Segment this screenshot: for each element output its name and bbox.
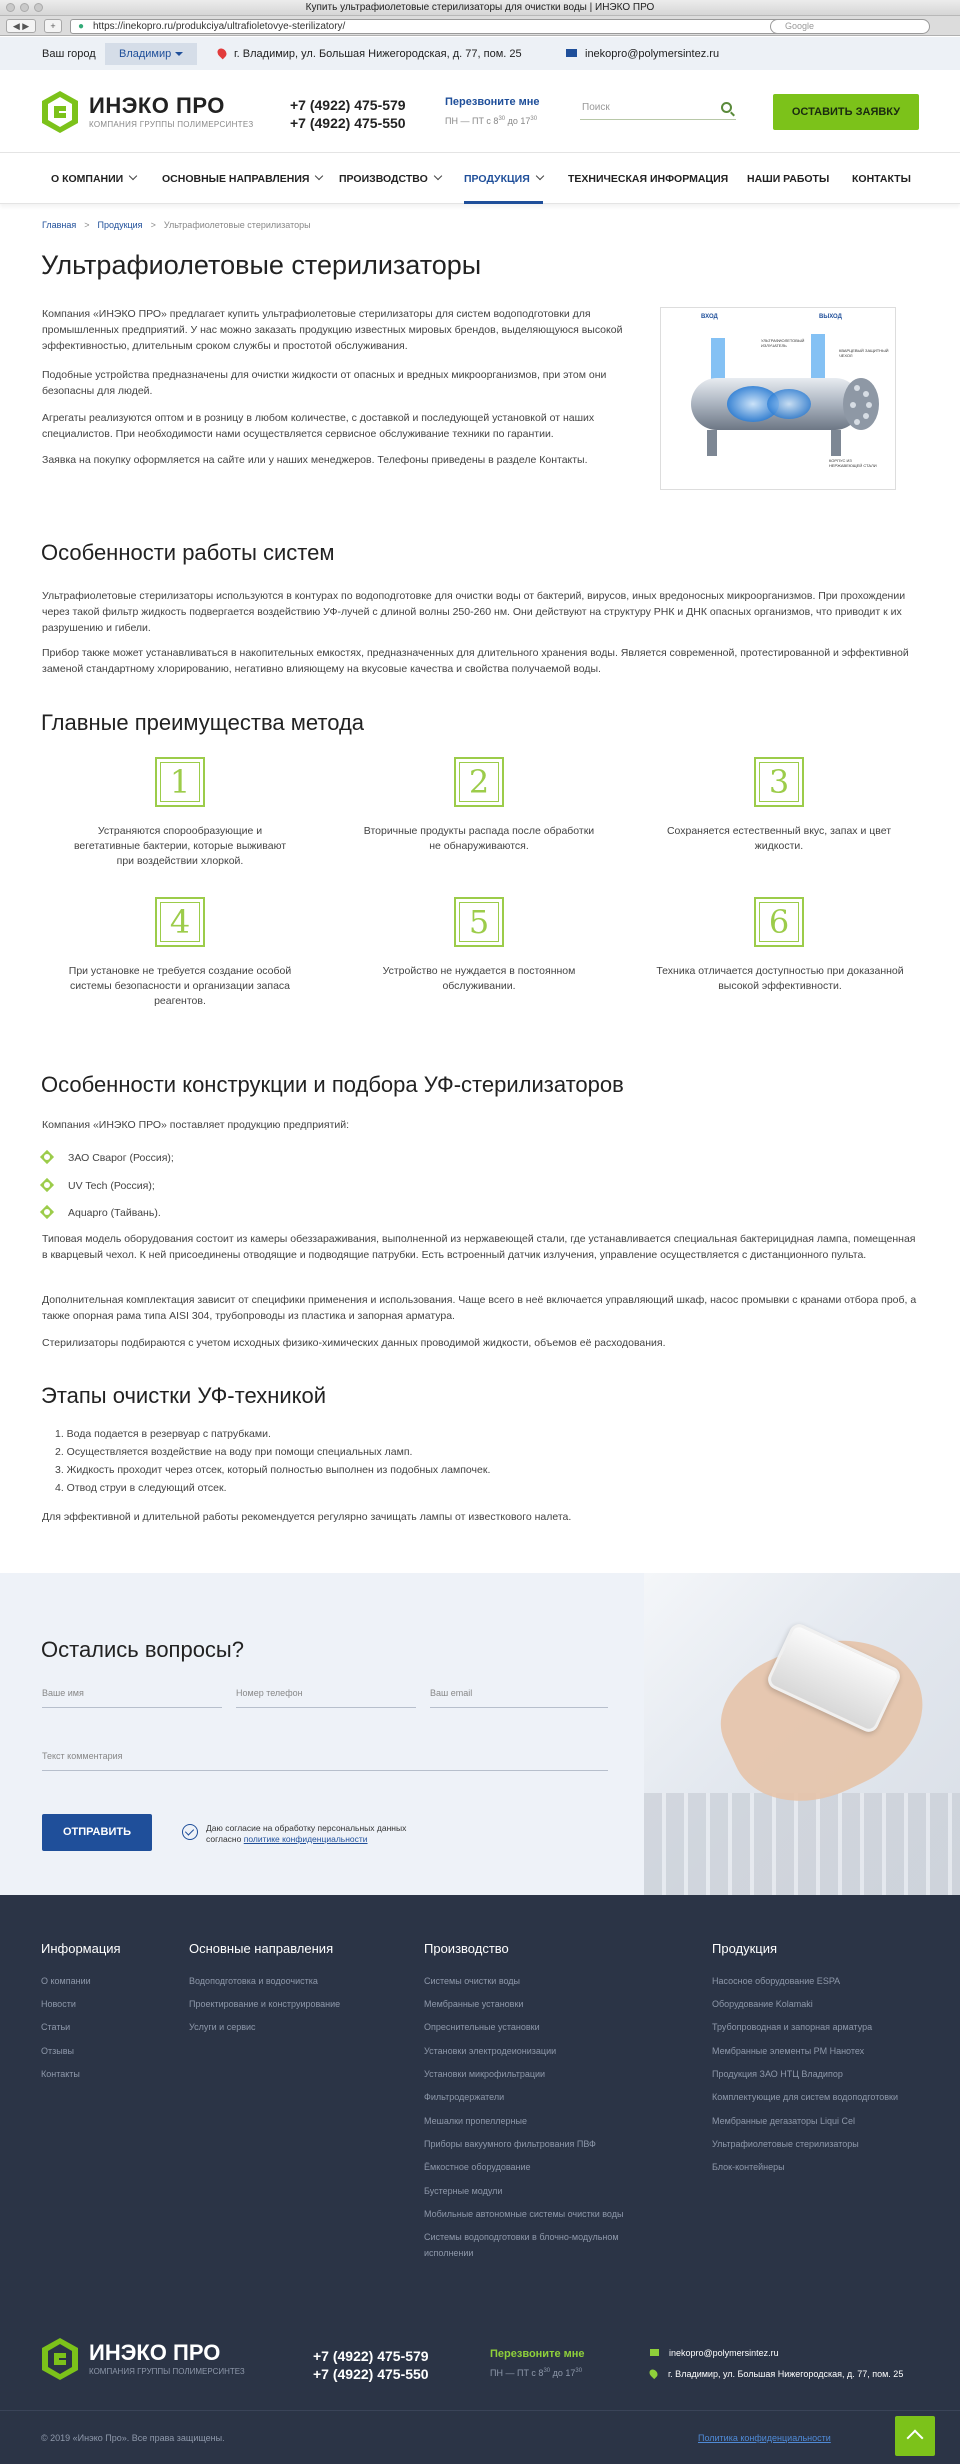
breadcrumb-current: Ультрафиолетовые стерилизаторы [163,220,311,230]
nav-products-label: ПРОДУКЦИЯ [464,173,530,185]
footer-phone-1[interactable]: +7 (4922) 475-579 [313,2348,429,2364]
diagram-label-inlet: ВХОД [701,314,718,320]
footer-address [650,2369,903,2379]
browser-search[interactable] [770,19,930,34]
brand-name: ЗАО Сварог (Россия); [68,1152,174,1164]
nav-products[interactable] [464,173,543,185]
city-select[interactable] [105,43,197,65]
footer-link[interactable]: О компании [41,1976,91,1986]
footer-link[interactable]: Водоподготовка и водоочистка [189,1976,318,1986]
back-forward-buttons[interactable]: ◀ ▶ [6,19,36,33]
main-nav [0,152,960,204]
stages-note: Для эффективной и длительной работы рекомендуется регулярно зачищать лампы от известкового налета. [42,1511,572,1523]
footer-logo[interactable] [41,2337,261,2381]
address-bar[interactable] [70,19,790,34]
list-item: 3. Жидкость проходит через отсек, который полностью выполнен из подобных лампочек. [55,1464,491,1476]
footer-link[interactable]: Установки микрофильтрации [424,2069,546,2079]
email-field[interactable] [430,1684,608,1708]
phone-2[interactable]: +7 (4922) 475-550 [290,115,406,131]
breadcrumb-home[interactable]: Главная [42,220,77,230]
footer-link[interactable]: Ёмкостное оборудование [424,2162,531,2172]
intro-paragraph-1: Компания «ИНЭКО ПРО» предлагает купить ультрафиолетовые стерилизаторы для систем водоподготовки для промышленных предприятий. У нас можно заказать продукцию известных мировых брендов, выделяющуюся высокой эффективностью, длительным сроком службы и простотой обслуживания. [42,308,623,352]
footer-link[interactable]: Новости [41,1999,76,2009]
nav-contacts-label: КОНТАКТЫ [852,173,911,185]
hours-from: ПН — ПТ с 8 [490,2368,544,2378]
construction-lead: Компания «ИНЭКО ПРО» поставляет продукцию предприятий: [42,1119,350,1131]
nav-tech-info-label: ТЕХНИЧЕСКАЯ ИНФОРМАЦИЯ [568,173,729,185]
footer-email-text: inekopro@polymersintez.ru [669,2348,779,2358]
city-label: Ваш город [42,48,96,60]
consent-checkbox[interactable] [182,1824,198,1840]
logo[interactable] [41,90,254,134]
footer-logo-name: ИНЭКО ПРО [89,2340,221,2365]
footer-phone-2[interactable]: +7 (4922) 475-550 [313,2366,429,2382]
name-field[interactable] [42,1684,222,1708]
advantage-number-icon [754,897,804,947]
section-work-paragraph-2: Прибор также может устанавливаться в накопительных емкостях, предназначенных для длительного хранения воды. Является современной, протестированной и эффективной заменой стандартному хлорированию, негативно влияющему на вкусовые качества и свойства получаемой воды. [42,647,909,675]
search-icon[interactable] [721,102,732,113]
page-title: Ультрафиолетовые стерилизаторы [41,250,482,280]
address-url: https://inekopro.ru/produkciya/ultrafioletovye-sterilizatory/ [93,21,346,32]
logo-subtitle: КОМПАНИЯ ГРУППЫ ПОЛИМЕРСИНТЕЗ [89,120,254,129]
site-header [0,70,960,152]
top-bar [0,37,960,70]
footer-link[interactable]: Фильтродержатели [424,2092,505,2102]
bullet-icon [40,1150,54,1164]
name-placeholder: Ваше имя [42,1688,84,1698]
breadcrumb-separator: > [150,220,156,230]
browser-titlebar [0,0,960,16]
footer-link[interactable]: Мобильные автономные системы очистки воды [424,2209,624,2219]
footer-callback-link[interactable]: Перезвоните мне [490,2348,585,2360]
city-value: Владимир [119,48,172,60]
secure-icon: ● [78,21,85,32]
footer-col-title: Основные направления [189,1941,334,1956]
hours-from-min: 30 [543,2368,551,2374]
logo-mark-icon [41,90,79,134]
footer-link[interactable]: Мембранные установки [424,1999,524,2009]
scroll-to-top-button[interactable] [895,2416,935,2456]
diagram-label-lamp: УЛЬТРАФИОЛЕТОВЫЙ ИЗЛУЧАТЕЛЬ [761,338,805,348]
advantage-number-icon [454,757,504,807]
list-item: 4. Отвод струи в следующий отсек. [55,1482,227,1494]
site-footer [0,1895,960,2464]
section-work-title: Особенности работы систем [41,540,335,565]
advantage-number: 1 [169,763,191,801]
footer-link[interactable]: Продукция ЗАО НТЦ Владипор [712,2069,843,2079]
list-item [42,1180,155,1192]
footer-link[interactable]: Контакты [41,2069,80,2079]
nav-contacts[interactable] [852,173,911,185]
work-hours [445,116,537,126]
footer-link[interactable]: Опреснительные установки [424,2022,540,2032]
advantage-text: Техника отличается доступностью при доказанной высокой эффективности. [656,965,904,992]
address [218,48,522,60]
footer-divider [0,2410,960,2411]
email[interactable] [566,48,719,60]
submit-button[interactable]: ОТПРАВИТЬ [42,1814,152,1851]
list-item: 2. Осуществляется воздействие на воду при помощи специальных ламп. [55,1446,413,1458]
diagram-label-outlet: ВЫХОД [819,314,842,320]
advantage-text: Устройство не нуждается в постоянном обслуживании. [382,965,576,992]
footer-logo-subtitle: КОМПАНИЯ ГРУППЫ ПОЛИМЕРСИНТЕЗ [89,2367,245,2376]
comment-field[interactable] [42,1747,608,1771]
hand-with-phone-photo [644,1573,960,1895]
nav-active-underline [464,201,543,204]
construction-paragraph-1: Типовая модель оборудования состоит из камеры обеззараживания, выполненной из нержавеющей стали, где устанавливается специальная бактерицидная лампа, помещенная в кварцевый чехол. К ней присоединены отводящие и подводящие патрубки. Есть встроенный датчик излучения, управление осуществляется с дистанционного пульта. [42,1233,916,1261]
advantage-text: Вторичные продукты распада после обработки не обнаруживаются. [363,825,595,852]
hours-to: до 17 [505,116,531,126]
hours-from: ПН — ПТ с 8 [445,116,499,126]
footer-link[interactable]: Бустерные модули [424,2186,503,2196]
advantage-number: 5 [468,903,490,941]
browser-toolbar [0,16,960,36]
bullet-icon [40,1178,54,1192]
breadcrumb-products[interactable]: Продукция [97,220,143,230]
advantage-number-icon [155,897,205,947]
footer-link[interactable]: Насосное оборудование ESPA [712,1976,841,1986]
intro-paragraph-3: Агрегаты реализуются оптом и в розницу в любом количестве, с доставкой и последующей установкой от наших специалистов. При необходимости нами осуществляется сервисное обслуживание техники по гарантии. [42,412,595,440]
consent-line-2 [206,1834,406,1845]
nav-production[interactable] [339,173,441,185]
sterilizer-diagram [660,307,896,490]
footer-col-title: Продукция [712,1941,778,1956]
hours-to-min: 30 [575,2368,583,2374]
privacy-policy-link[interactable]: политике конфиденциальности [243,1834,368,1844]
search-placeholder: Поиск [582,102,610,113]
location-pin-icon [648,2368,659,2379]
footer-col-title: Информация [41,1941,121,1956]
footer-link[interactable]: Проектирование и конструирование [189,1999,341,2009]
intro-paragraph-4: Заявка на покупку оформляется на сайте или у наших менеджеров. Телефоны приведены в разделе Контакты. [42,454,588,466]
footer-col-title: Производство [424,1941,509,1956]
callback-link[interactable]: Перезвоните мне [445,96,540,108]
stages-title: Этапы очистки УФ-техникой [41,1383,327,1408]
brand-name: UV Tech (Россия); [68,1180,155,1192]
footer-link[interactable]: Статьи [41,2022,71,2032]
nav-about[interactable] [51,173,136,185]
footer-link[interactable]: Трубопроводная и запорная арматура [712,2022,873,2032]
nav-works-label: НАШИ РАБОТЫ [747,173,830,185]
footer-link[interactable]: Услуги и сервис [189,2022,256,2032]
contact-form-section [0,1573,960,1895]
advantage-number: 4 [169,903,191,941]
email-text: inekopro@polymersintez.ru [585,48,720,60]
hours-to: до 17 [550,2368,576,2378]
construction-paragraph-3: Стерилизаторы подбираются с учетом исходных физико-химических данных проводимой жидкости, объемов её расходования. [42,1337,666,1349]
mail-icon [650,2349,659,2356]
footer-email[interactable] [650,2348,779,2358]
advantage-number-icon [754,757,804,807]
construction-paragraph-2: Дополнительная комплектация зависит от специфики применения и использования. Чаще всего в неё включается управляющий шкаф, насос промывки с кранами отбора проб, а также опорная рама типа AISI 304, трубопроводы из пластика и запорная арматура. [42,1294,917,1322]
logo-mark-icon [41,2337,79,2381]
phone-1[interactable]: +7 (4922) 475-579 [290,97,406,113]
header-phones [290,96,406,132]
browser-title: Купить ультрафиолетовые стерилизаторы для очистки воды | ИНЭКО ПРО [305,2,655,13]
advantage-number: 3 [768,763,790,801]
order-button[interactable]: ОСТАВИТЬ ЗАЯВКУ [773,94,919,130]
phone-field[interactable] [236,1684,416,1708]
hours-from-min: 30 [498,116,506,122]
add-tab-button[interactable]: + [44,19,62,33]
consent-line-1: Даю согласие на обработку персональных данных [206,1823,407,1833]
footer-link[interactable]: Системы водоподготовки в блочно-модульном [424,2232,619,2242]
window-controls[interactable] [6,3,43,12]
phone-placeholder: Номер телефон [236,1688,303,1698]
advantage-text: При установке не требуется создание особой системы безопасности и организации запаса реагентов. [68,965,292,1007]
list-item [42,1152,174,1164]
comment-placeholder: Текст комментария [42,1751,123,1761]
footer-link[interactable]: Ультрафиолетовые стерилизаторы [712,2139,859,2149]
footer-address-text: г. Владимир, ул. Большая Нижегородская, д. 77, пом. 25 [668,2369,904,2379]
hours-to-min: 30 [530,116,538,122]
logo-name: ИНЭКО ПРО [89,93,225,118]
nav-about-label: О КОМПАНИИ [51,173,124,185]
consent-prefix: согласно [206,1834,244,1844]
address-text: г. Владимир, ул. Большая Нижегородская, д. 77, пом. 25 [234,48,522,60]
footer-work-hours [490,2368,582,2378]
advantage-number: 6 [768,903,790,941]
footer-link[interactable]: Приборы вакуумного фильтрования ПВФ [424,2139,596,2149]
advantage-text: Устраняются спорообразующие и вегетативные бактерии, которые выживают при воздействии хлоркой. [73,825,287,867]
footer-link[interactable]: Комплектующие для систем водоподготовки [712,2092,898,2102]
consent-text [206,1823,406,1845]
brand-name: Aquapro (Тайвань). [68,1207,161,1219]
nav-works[interactable] [747,173,829,185]
advantage-number: 2 [468,763,490,801]
keyboard-shape [644,1793,960,1895]
section-work-paragraph-1: Ультрафиолетовые стерилизаторы используются в контурах по водоподготовке для очистки воды от бактерий, вирусов, иных вредоносных микроорганизмов. При прохождении через такой фильтр жидкость подвергается воздействию УФ-лучей с длиной волны 250-260 нм. Они действуют на структуру РНК и ДНК опасных организмов, что приводит к их разрушению и гибели. [42,590,906,634]
email-placeholder: Ваш email [430,1688,473,1698]
footer-link[interactable]: Блок-контейнеры [712,2162,785,2172]
breadcrumb [42,220,311,230]
footer-link[interactable]: Системы очистки воды [424,1976,521,1986]
nav-directions-label: ОСНОВНЫЕ НАПРАВЛЕНИЯ [162,173,310,185]
nav-tech-info[interactable] [568,173,728,185]
footer-link[interactable]: Мешалки пропеллерные [424,2116,527,2126]
advantage-number-icon [454,897,504,947]
advantage-text: Сохраняется естественный вкус, запах и цвет жидкости. [666,825,892,852]
intro-paragraph-2: Подобные устройства предназначены для очистки жидкости от опасных и вредных микроорганизмов, при этом они безопасны для людей. [42,369,607,397]
construction-title: Особенности конструкции и подбора УФ-стерилизаторов [41,1072,624,1097]
list-item: 1. Вода подается в резервуар с патрубками. [55,1428,271,1440]
mail-icon [566,49,577,57]
footer-phones [313,2347,429,2383]
form-title: Остались вопросы? [41,1637,244,1662]
footer-link[interactable]: исполнении [424,2248,474,2258]
footer-link[interactable]: Мембранные дегазаторы Liqui Cel [712,2116,855,2126]
nav-production-label: ПРОИЗВОДСТВО [339,173,428,185]
footer-link[interactable]: Установки электродеионизации [424,2046,557,2056]
footer-link[interactable]: Оборудование Kolamaki [712,1999,813,2009]
diagram-label-body: КОРПУС ИЗ НЕРЖАВЕЮЩЕЙ СТАЛИ [829,458,877,468]
footer-link[interactable]: Мембранные элементы РМ Нанотех [712,2046,865,2056]
search-input[interactable] [580,98,736,120]
bullet-icon [40,1205,54,1219]
list-item [42,1207,161,1219]
footer-link[interactable]: Отзывы [41,2046,74,2056]
footer-privacy-link[interactable]: Политика конфиденциальности [698,2433,831,2443]
browser-search-placeholder: Google [785,21,815,31]
advantage-number-icon [155,757,205,807]
copyright: © 2019 «Инэко Про». Все права защищены. [41,2433,225,2443]
diagram-label-sleeve: КВАРЦЕВЫЙ ЗАЩИТНЫЙ ЧЕХОЛ [839,348,889,358]
breadcrumb-separator: > [84,220,90,230]
advantages-title: Главные преимущества метода [41,710,365,735]
nav-directions[interactable] [162,173,322,185]
location-pin-icon [216,47,229,60]
